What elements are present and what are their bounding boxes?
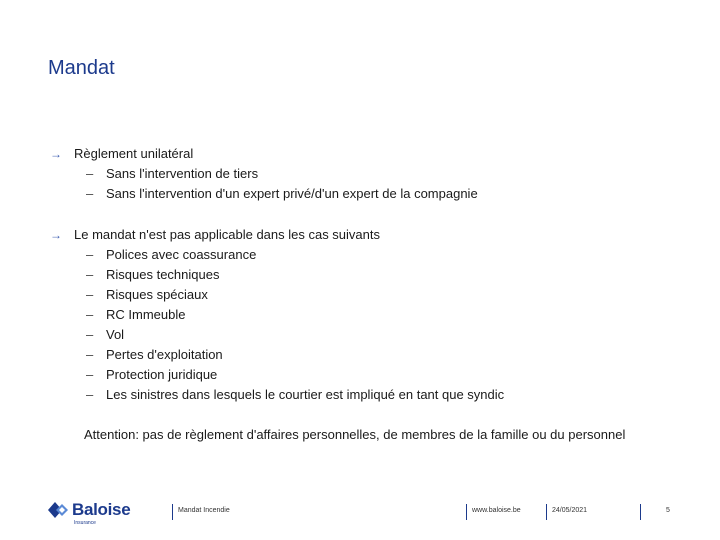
sub-bullet-text: Pertes d'exploitation — [106, 347, 223, 362]
dash-icon: – — [86, 327, 94, 342]
sub-bullet-text: Sans l'intervention de tiers — [106, 166, 259, 181]
sub-bullet — [86, 265, 690, 285]
footer-website[interactable]: www.baloise.be — [472, 507, 521, 514]
footer-section-title: Mandat Incendie — [178, 507, 230, 514]
logo-subtext: Insurance — [74, 520, 96, 526]
sub-bullet-text: Protection juridique — [106, 367, 218, 382]
bullet-heading-text: Le mandat n'est pas applicable dans les cas suivants — [74, 227, 381, 242]
sub-bullet — [86, 184, 690, 204]
footer-divider — [466, 504, 467, 520]
bullet-heading-text: Règlement unilatéral — [74, 146, 194, 161]
sub-bullet — [86, 365, 690, 385]
page-number: 5 — [666, 507, 670, 514]
dash-icon: – — [86, 166, 94, 181]
baloise-logo-mark-icon — [46, 498, 72, 522]
sub-bullet-text: Polices avec coassurance — [106, 247, 257, 262]
footer-date: 24/05/2021 — [552, 507, 588, 514]
sub-bullet — [86, 325, 690, 345]
sub-bullet — [86, 245, 690, 265]
sub-bullet — [86, 164, 690, 184]
sub-bullet — [86, 385, 690, 405]
bullet-heading — [50, 144, 690, 164]
attention-note: Attention: pas de règlement d'affaires personnelles, de membres de la famille ou du personnel — [84, 427, 626, 442]
sub-bullet-list — [86, 245, 690, 405]
sub-bullet-text: RC Immeuble — [106, 307, 186, 322]
dash-icon: – — [86, 247, 94, 262]
dash-icon: – — [86, 367, 94, 382]
dash-icon: – — [86, 186, 94, 201]
sub-bullet-text: Les sinistres dans lesquels le courtier est impliqué en tant que syndic — [106, 387, 505, 402]
sub-bullet — [86, 345, 690, 365]
baloise-logo — [46, 498, 131, 527]
arrow-right-icon: → — [50, 228, 62, 242]
sub-bullet-text: Sans l'intervention d'un expert privé/d'un expert de la compagnie — [106, 186, 478, 201]
sub-bullet — [86, 305, 690, 325]
footer-divider — [546, 504, 547, 520]
bullet-group-reglement — [50, 144, 690, 204]
footer-divider — [172, 504, 173, 520]
dash-icon: – — [86, 307, 94, 322]
logo-wordmark: Baloise — [72, 500, 131, 519]
sub-bullet-text: Risques techniques — [106, 267, 220, 282]
dash-icon: – — [86, 387, 94, 402]
arrow-right-icon: → — [50, 147, 62, 161]
sub-bullet-text: Risques spéciaux — [106, 287, 208, 302]
footer-divider — [640, 504, 641, 520]
dash-icon: – — [86, 267, 94, 282]
sub-bullet-list — [86, 164, 690, 204]
slide-title: Mandat — [48, 57, 115, 79]
slide-content — [50, 144, 690, 445]
slide-footer — [0, 494, 720, 530]
bullet-heading — [50, 225, 690, 245]
sub-bullet-text: Vol — [106, 327, 125, 342]
dash-icon: – — [86, 287, 94, 302]
bullet-group-exclusions — [50, 225, 690, 405]
sub-bullet — [86, 285, 690, 305]
dash-icon: – — [86, 347, 94, 362]
